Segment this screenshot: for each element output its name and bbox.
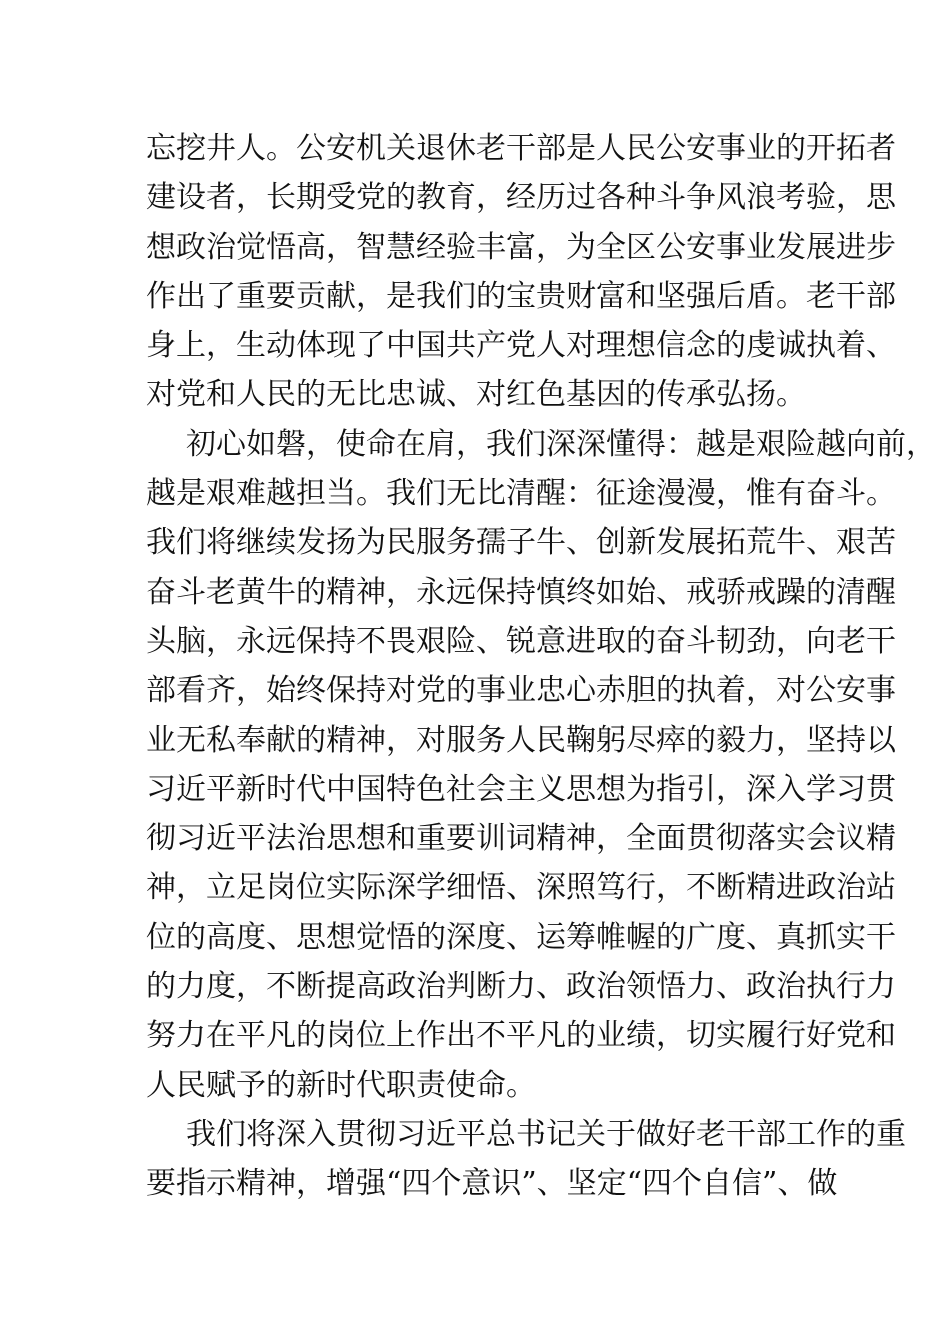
text-line: 奋斗老黄牛的精神，永远保持慎终如始、戒骄戒躁的清醒 (146, 574, 896, 610)
paragraph-start-line: 我们将深入贯彻习近平总书记关于做好老干部工作的重 (186, 1116, 906, 1152)
text-line: 作出了重要贡献，是我们的宝贵财富和坚强后盾。老干部 (146, 278, 896, 314)
text-line: 想政治觉悟高，智慧经验丰富，为全区公安事业发展进步 (146, 229, 896, 265)
text-line: 要指示精神，增强“四个意识”、坚定“四个自信”、做 (146, 1166, 838, 1202)
body-text (146, 124, 936, 1209)
text-line: 越是艰难越担当。我们无比清醒：征途漫漫，惟有奋斗。 (146, 476, 896, 512)
text-line: 部看齐，始终保持对党的事业忠心赤胆的执着，对公安事 (146, 673, 896, 709)
text-line: 建设者，长期受党的教育，经历过各种斗争风浪考验，思 (146, 180, 896, 216)
text-line: 位的高度、思想觉悟的深度、运筹帷幄的广度、真抓实干 (146, 919, 896, 955)
text-line: 业无私奉献的精神，对服务人民鞠躬尽瘁的毅力，坚持以 (146, 722, 896, 758)
text-line: 我们将继续发扬为民服务孺子牛、创新发展拓荒牛、艰苦 (146, 525, 896, 561)
text-line: 人民赋予的新时代职责使命。 (146, 1067, 536, 1103)
text-line: 忘挖井人。公安机关退休老干部是人民公安事业的开拓者 (146, 131, 896, 166)
text-line: 神，立足岗位实际深学细悟、深照笃行，不断精进政治站 (146, 870, 896, 906)
paragraph-start-line: 初心如磐，使命在肩，我们深深懂得：越是艰险越向前， (186, 426, 936, 462)
text-line: 对党和人民的无比忠诚、对红色基因的传承弘扬。 (146, 377, 806, 413)
text-line: 彻习近平法治思想和重要训词精神，全面贯彻落实会议精 (146, 821, 896, 857)
text-line: 习近平新时代中国特色社会主义思想为指引，深入学习贯 (146, 771, 896, 807)
text-line: 努力在平凡的岗位上作出不平凡的业绩，切实履行好党和 (146, 1018, 896, 1054)
text-line: 身上，生动体现了中国共产党人对理想信念的虔诚执着、 (146, 328, 896, 364)
text-line: 头脑，永远保持不畏艰险、锐意进取的奋斗韧劲，向老干 (146, 623, 896, 659)
text-line: 的力度，不断提高政治判断力、政治领悟力、政治执行力 (146, 969, 896, 1005)
